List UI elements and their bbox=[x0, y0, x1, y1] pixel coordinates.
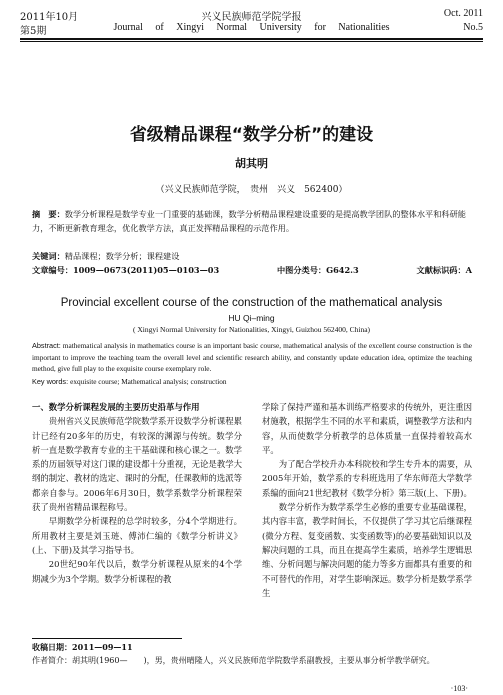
english-keywords-text: exquisite course; Mathematical analysis; construction bbox=[70, 377, 227, 386]
page-number: ·103· bbox=[450, 684, 468, 693]
keywords-text: 精品课程；数学分析；课程建设 bbox=[64, 251, 180, 261]
page-title: 省级精品课程“数学分析”的建设 bbox=[129, 125, 374, 145]
header-rule-thin bbox=[20, 41, 483, 42]
paragraph: 早期数学分析课程的总学时较多，分4个学期进行。所用教材主要是刘玉琏、傅沛仁编的《数学分析讲义》(上、下册)及其学习指导书。 bbox=[32, 516, 242, 555]
header-date: 2011年10月 bbox=[20, 12, 79, 23]
body-right-column bbox=[262, 400, 472, 600]
article-meta bbox=[32, 264, 472, 278]
header-journal-en: Journal of Xingyi Normal University for Nationalities bbox=[113, 22, 390, 33]
english-title: Provincial excellent course of the construction of the mathematical analysis bbox=[60, 297, 443, 309]
paragraph: 为了配合学校升办本科院校和学生专升本的需要，从2005年开始，数学系的专科班选用了华东师范大学数学系编的面向21世纪教材《数学分析》第三版(上、下册)。 bbox=[262, 459, 472, 498]
header-rule bbox=[20, 38, 483, 40]
abstract-label: 摘 要： bbox=[32, 209, 65, 219]
body-left-column bbox=[32, 400, 242, 586]
keywords-cn bbox=[32, 250, 472, 264]
english-keywords bbox=[32, 377, 472, 386]
document-code: 文献标识码：A bbox=[416, 265, 472, 275]
english-keywords-label: Key words: bbox=[32, 377, 69, 386]
author-affiliation: （兴义民族师范学院， 贵州 兴义 562400） bbox=[155, 185, 348, 195]
keywords-label: 关键词： bbox=[32, 251, 65, 261]
english-abstract bbox=[32, 340, 472, 375]
abstract-text: 数学分析课程是数学专业一门重要的基础课，数学分析精品课程建设重要的是提高教学团队的整体水平和科研能力，不断更新教育理念，优化教学方法，真正发挥精品课程的示范作用。 bbox=[32, 209, 466, 233]
abstract-cn bbox=[32, 208, 472, 235]
author-name: 胡其明 bbox=[235, 157, 268, 170]
english-affiliation: ( Xingyi Normal University for Nationalities, Xingyi, Guizhou 562400, China) bbox=[132, 325, 371, 334]
footnote-rule bbox=[32, 638, 182, 639]
paragraph: 数学分析作为数学系学生必修的重要专业基础课程，其内容丰富，教学时间长，不仅提供了学习其它后继课程(微分方程、复变函数、实变函数等)的必要基础知识以及解决问题的工具，而且在提高学生素质，培养学生逻辑思维、分析问题与解决问题的能力等多方面都具有重要的和不可替代的作用，对学生影响深远。数学分析是数学系学生 bbox=[262, 502, 472, 598]
english-author: HU Qi–ming bbox=[228, 313, 275, 323]
header-date-en: Oct. 2011 bbox=[443, 8, 483, 19]
english-abstract-label: Abstract: bbox=[32, 341, 61, 350]
author-bio: 作者简介：胡其明(1960— )，男，贵州晴隆人，兴义民族师范学院数学系副教授，主要从事分析学教学研究。 bbox=[32, 656, 435, 665]
header-journal-cn: 兴义民族师范学院学报 bbox=[201, 12, 302, 23]
paragraph: 20世纪90年代以后，数学分析课程从原来的4个学期减少为3个学期。数学分析课程的教 bbox=[32, 559, 242, 584]
header-issue-en: No.5 bbox=[463, 22, 483, 33]
english-abstract-text: mathematical analysis in mathematics course is an important basic course, mathematical analysis of the excellent course construction is the important to improve the teaching team the overall level and scientific research ability, and constantly update education idea, optimize the teaching method, give full play to the exquisite course exemplary role. bbox=[32, 341, 473, 373]
paragraph: 学除了保持严谨和基本训练严格要求的传统外，更注重因材施教，根据学生不同的水平和素质，调整教学方法和内容，从而使数学分析教学的总体质量一直保持着较高水平。 bbox=[262, 402, 472, 455]
section-heading: 一、数学分析课程发展的主要历史沿革与作用 bbox=[32, 402, 200, 412]
received-date: 收稿日期：2011—09—11 bbox=[32, 642, 133, 652]
paragraph: 贵州省兴义民族师范学院数学系开设数学分析课程累计已经有20多年的历史，有较深的渊源与传统。数学分析一直是数学教育专业的主干基础课和核心课之一。数学系的历届领导对这门课的建设都十分重视，无论是教学大纲的制定、教材的选定、课时的分配，任课教师的选派等都亲自参与。2006年6月30日，数学系数学分析课程荣获了贵州省精品课程称号。 bbox=[32, 416, 242, 513]
class-number: 中图分类号：G642.3 bbox=[276, 265, 359, 275]
article-number: 文章编号：1009—0673(2011)05—0103—03 bbox=[32, 265, 220, 275]
header-issue: 第5期 bbox=[20, 26, 47, 37]
